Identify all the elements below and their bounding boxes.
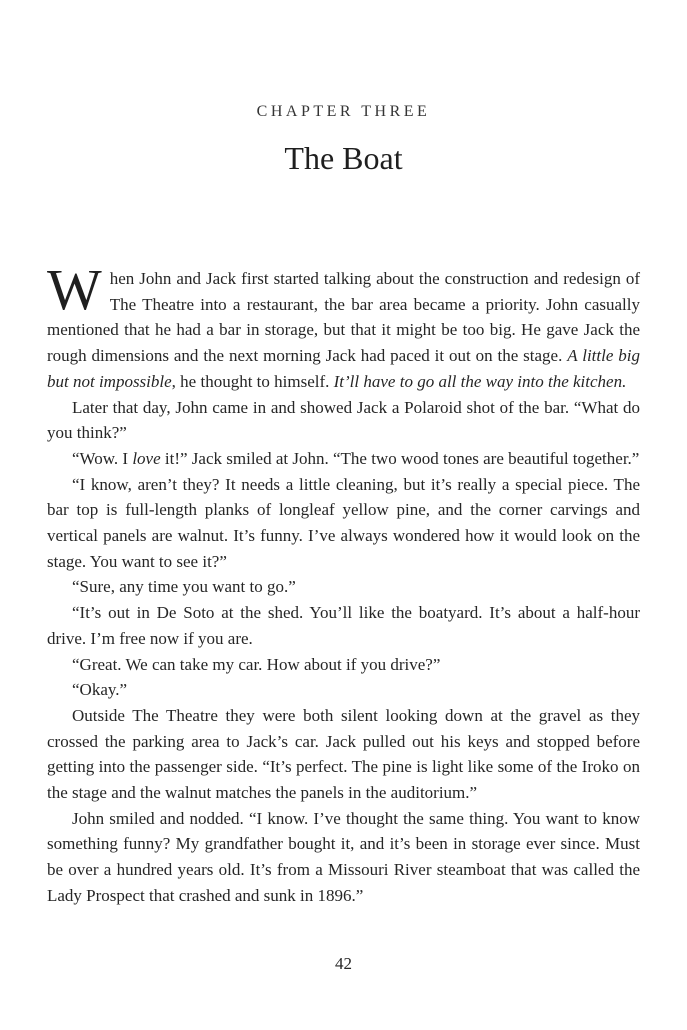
paragraph xyxy=(47,806,640,909)
paragraph xyxy=(47,600,640,651)
paragraph xyxy=(47,395,640,446)
text-segment: “Sure, any time you want to go.” xyxy=(72,577,296,597)
chapter-label: CHAPTER THREE xyxy=(256,103,431,120)
paragraph xyxy=(47,574,640,600)
drop-cap: W xyxy=(47,257,102,322)
paragraph xyxy=(47,472,640,575)
paragraph xyxy=(47,703,640,806)
text-segment: , he thought to himself. xyxy=(171,371,334,391)
text-segment: “Great. We can take my car. How about if you drive?” xyxy=(72,654,441,674)
paragraph xyxy=(47,677,640,703)
text-segment: Later that day, John came in and showed Jack a Polaroid shot of the bar. “What do you think?” xyxy=(47,397,640,443)
chapter-title: The Boat xyxy=(284,140,403,176)
italic-text: love xyxy=(132,448,161,468)
paragraph xyxy=(47,257,640,395)
text-segment: “It’s out in De Soto at the shed. You’ll like the boatyard. It’s about a half-hour drive. I’m free now if you are. xyxy=(47,603,640,648)
text-segment: it!” Jack smiled at John. “The two wood tones are beautiful together.” xyxy=(160,448,640,468)
text-segment: “I know, aren’t they? It needs a little cleaning, but it’s really a special piece. The bar top is full-length planks of longleaf yellow pine, and the corner carvings and vertical panels are walnut. It’s funny. I’ve always wondered how it would look on the stage. You want to see it?” xyxy=(47,474,640,571)
body-text xyxy=(47,257,640,909)
page-number: 42 xyxy=(335,954,352,973)
text-segment: John smiled and nodded. “I know. I’ve thought the same thing. You want to know something funny? My grandfather bought it, and it’s been in storage ever since. Must be over a hundred years old. It’s from a Missouri River steamboat that was called the Lady Prospect that crashed and sunk in 1896.” xyxy=(47,808,640,905)
italic-text: It’ll have to go all the way into the kitchen. xyxy=(333,371,627,391)
text-segment: hen John and Jack first started talking about the construction and redesign of The Theatre into a restaurant, the bar area became a priority. John casually mentioned that he had a bar in storage, but that it might be too big. He gave Jack the rough dimensions and the next morning Jack had paced it out on the stage. xyxy=(47,269,640,366)
paragraph xyxy=(47,446,640,472)
italic-text: A little big but not impossible xyxy=(47,346,640,391)
paragraph xyxy=(47,652,640,678)
text-segment: Outside The Theatre they were both silent looking down at the gravel as they crossed the parking area to Jack’s car. Jack pulled out his keys and stopped before getting into the passenger side. “It’s perfect. The pine is light like some of the Iroko on the stage and the walnut matches the panels in the auditorium.” xyxy=(47,705,640,803)
text-segment: “Wow. I xyxy=(72,448,133,468)
text-segment: “Okay.” xyxy=(72,680,128,700)
